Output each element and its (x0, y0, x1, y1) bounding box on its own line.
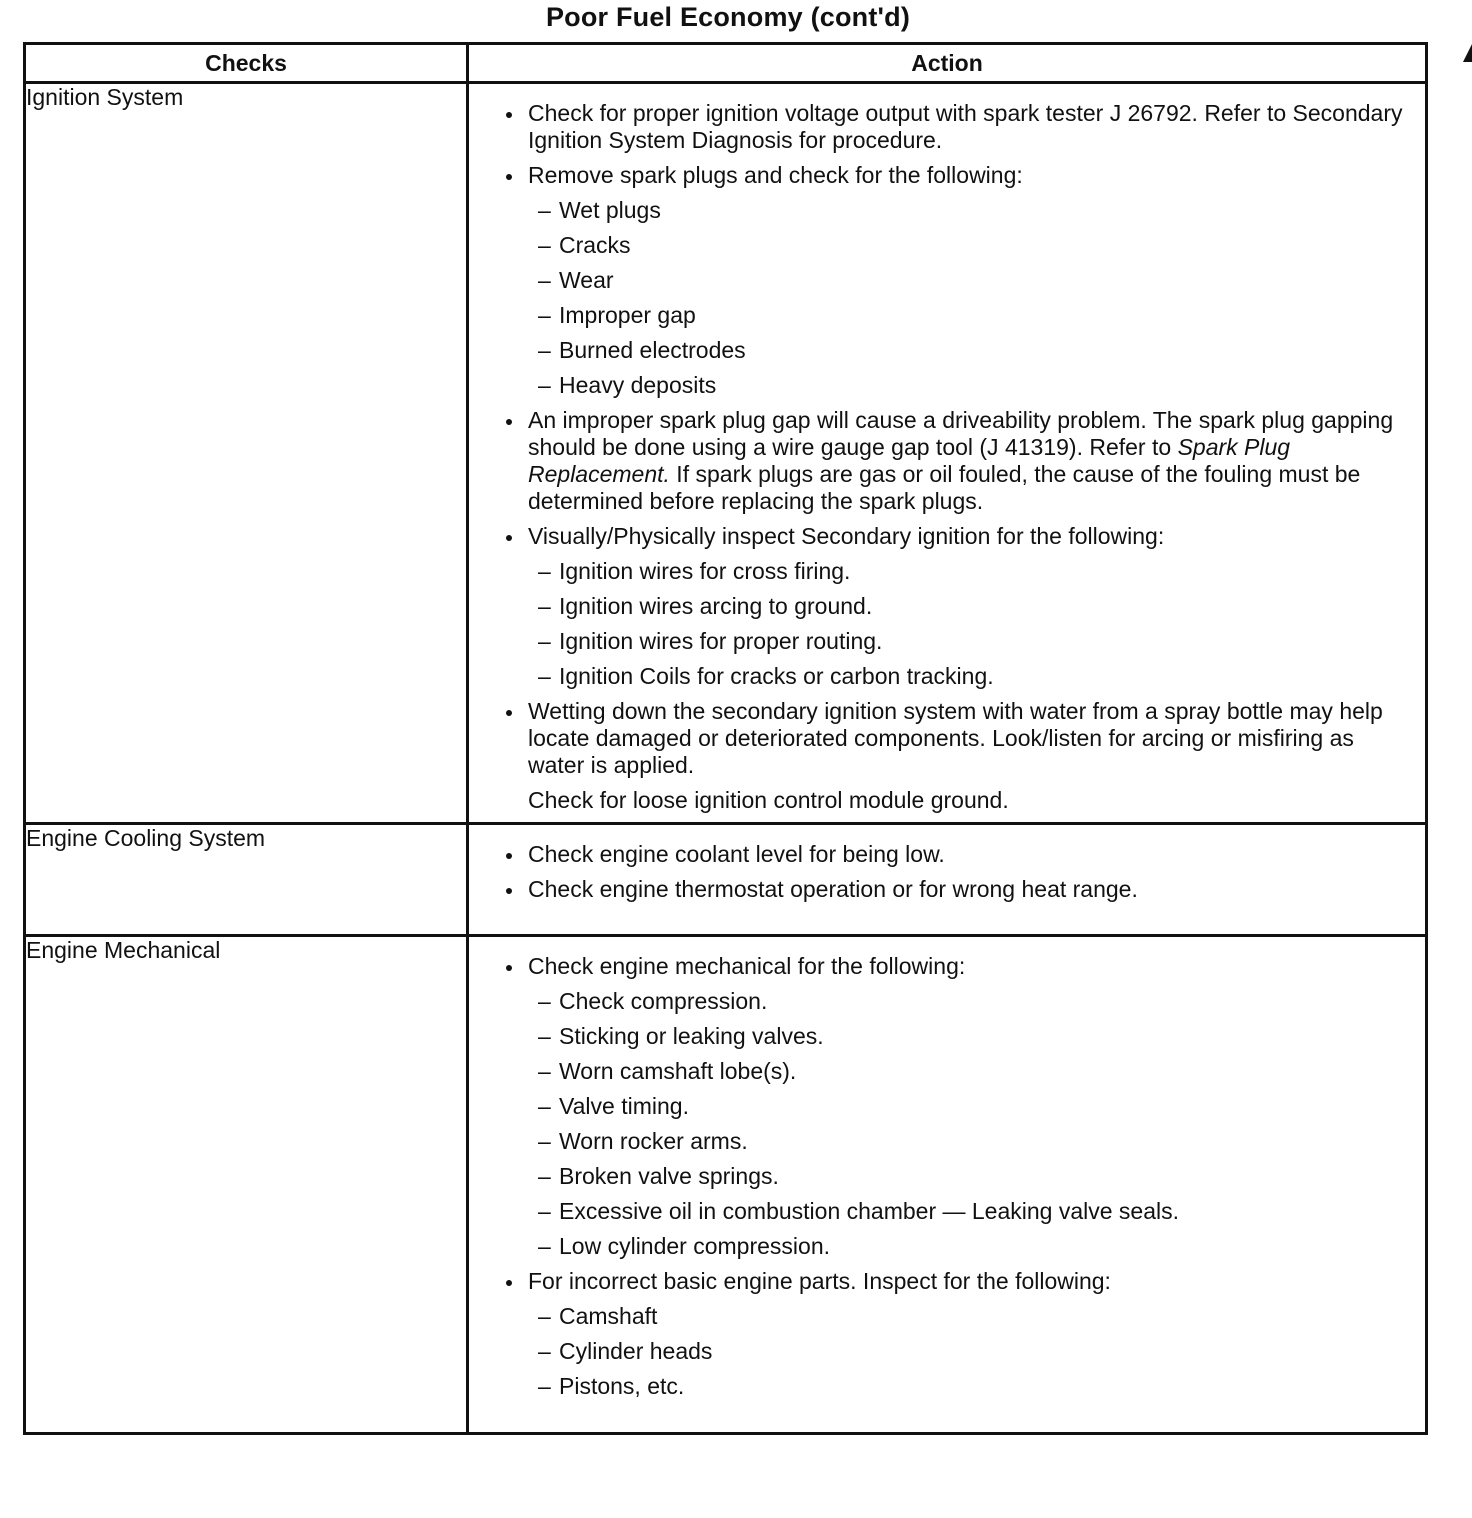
sub-item-text: Wear (559, 267, 614, 293)
sub-item (538, 1163, 1405, 1190)
action-header: Action (468, 44, 1427, 83)
bullet-icon (506, 535, 512, 541)
dash-icon: – (538, 663, 551, 689)
action-text: Check for loose ignition control module ground. (528, 787, 1009, 813)
sub-list (528, 988, 1405, 1260)
action-item (502, 953, 1405, 1260)
page-title: Poor Fuel Economy (cont'd) (545, 2, 911, 32)
sub-item (538, 1058, 1405, 1085)
check-cell: Ignition System (25, 83, 468, 824)
sub-item-text: Camshaft (559, 1303, 658, 1329)
dash-icon: – (538, 267, 551, 293)
sub-item-text: Heavy deposits (559, 372, 717, 398)
dash-icon: – (538, 593, 551, 619)
action-text: An improper spark plug gap will cause a driveability problem. The spark plug gapping should be done using a wire gauge gap tool (J 41319). Refer to Spark Plug Replacement. If spark plugs are gas or oil fouled, the cause of the fouling must be determined before replacing the spark plugs. (528, 407, 1394, 514)
dash-icon: – (538, 372, 551, 398)
sub-item-text: Sticking or leaking valves. (559, 1023, 824, 1049)
action-item (502, 523, 1405, 690)
table-row (25, 936, 1427, 1434)
dash-icon: – (538, 232, 551, 258)
dash-icon: – (538, 1303, 551, 1329)
dash-icon: – (538, 337, 551, 363)
action-item (502, 787, 1405, 814)
sub-item-text: Broken valve springs. (559, 1163, 779, 1189)
dash-icon: – (538, 1233, 551, 1259)
sub-list (528, 558, 1405, 690)
sub-item (538, 988, 1405, 1015)
sub-item (538, 628, 1405, 655)
action-cell (468, 936, 1427, 1434)
dash-icon: – (538, 1163, 551, 1189)
check-cell: Engine Mechanical (25, 936, 468, 1434)
table-row (25, 83, 1427, 824)
action-text: Check engine coolant level for being low. (528, 841, 945, 867)
sub-item (538, 1338, 1405, 1365)
sub-item (538, 593, 1405, 620)
action-item (502, 162, 1405, 399)
action-list (469, 937, 1425, 1400)
sub-item (538, 232, 1405, 259)
sub-item-text: Cracks (559, 232, 631, 258)
bullet-icon (506, 710, 512, 716)
bullet-icon (506, 112, 512, 118)
sub-item-text: Worn rocker arms. (559, 1128, 748, 1154)
sub-item (538, 558, 1405, 585)
sub-item (538, 267, 1405, 294)
action-item (502, 841, 1405, 868)
dash-icon: – (538, 1373, 551, 1399)
action-item (502, 407, 1405, 515)
sub-item-text: Ignition wires for proper routing. (559, 628, 883, 654)
bullet-icon (506, 965, 512, 971)
sub-list (528, 1303, 1405, 1400)
action-text: For incorrect basic engine parts. Inspect for the following: (528, 1268, 1111, 1294)
sub-item (538, 663, 1405, 690)
action-text: Remove spark plugs and check for the following: (528, 162, 1023, 188)
action-item (502, 100, 1405, 154)
sub-item-text: Check compression. (559, 988, 768, 1014)
reference-title: Spark Plug Replacement. (528, 434, 1291, 487)
dash-icon: – (538, 1058, 551, 1084)
sub-item (538, 1303, 1405, 1330)
sub-item-text: Improper gap (559, 302, 696, 328)
action-list (469, 825, 1425, 903)
table-row (25, 824, 1427, 936)
action-list (469, 84, 1425, 814)
action-cell (468, 83, 1427, 824)
check-cell: Engine Cooling System (25, 824, 468, 936)
action-text: Visually/Physically inspect Secondary ignition for the following: (528, 523, 1165, 549)
sub-item (538, 337, 1405, 364)
checks-header: Checks (25, 44, 468, 83)
action-text: Check engine thermostat operation or for wrong heat range. (528, 876, 1138, 902)
dash-icon: – (538, 1198, 551, 1224)
bullet-icon (506, 419, 512, 425)
dash-icon: – (538, 1338, 551, 1364)
sub-list (528, 197, 1405, 399)
action-text: Check for proper ignition voltage output with spark tester J 26792. Refer to Secondary Ignition System Diagnosis for procedure. (528, 100, 1403, 153)
corner-mark (1463, 44, 1472, 62)
action-cell (468, 824, 1427, 936)
dash-icon: – (538, 1128, 551, 1154)
sub-item (538, 1023, 1405, 1050)
sub-item (538, 1093, 1405, 1120)
table-body (25, 83, 1427, 1434)
dash-icon: – (538, 988, 551, 1014)
sub-item-text: Burned electrodes (559, 337, 746, 363)
bullet-icon (506, 888, 512, 894)
action-item (502, 698, 1405, 779)
dash-icon: – (538, 1093, 551, 1119)
action-item (502, 876, 1405, 903)
dash-icon: – (538, 302, 551, 328)
sub-item (538, 197, 1405, 224)
sub-item (538, 302, 1405, 329)
sub-item-text: Low cylinder compression. (559, 1233, 831, 1259)
action-item (502, 1268, 1405, 1400)
sub-item (538, 372, 1405, 399)
sub-item-text: Ignition wires arcing to ground. (559, 593, 873, 619)
sub-item (538, 1233, 1405, 1260)
bullet-icon (506, 1280, 512, 1286)
sub-item-text: Ignition wires for cross firing. (559, 558, 851, 584)
bullet-icon (506, 853, 512, 859)
sub-item (538, 1128, 1405, 1155)
sub-item-text: Cylinder heads (559, 1338, 713, 1364)
sub-item-text: Worn camshaft lobe(s). (559, 1058, 797, 1084)
dash-icon: – (538, 558, 551, 584)
sub-item (538, 1198, 1405, 1225)
action-text: Check engine mechanical for the following: (528, 953, 966, 979)
sub-item-text: Wet plugs (559, 197, 661, 223)
sub-item-text: Valve timing. (559, 1093, 689, 1119)
dash-icon: – (538, 197, 551, 223)
sub-item-text: Excessive oil in combustion chamber — Leaking valve seals. (559, 1198, 1180, 1224)
bullet-icon (506, 174, 512, 180)
diagnosis-table (23, 42, 1428, 1435)
action-text: Wetting down the secondary ignition system with water from a spray bottle may help locate damaged or deteriorated components. Look/listen for arcing or misfiring as water is applied. (528, 698, 1383, 778)
sub-item-text: Pistons, etc. (559, 1373, 685, 1399)
sub-item-text: Ignition Coils for cracks or carbon tracking. (559, 663, 994, 689)
dash-icon: – (538, 1023, 551, 1049)
dash-icon: – (538, 628, 551, 654)
sub-item (538, 1373, 1405, 1400)
